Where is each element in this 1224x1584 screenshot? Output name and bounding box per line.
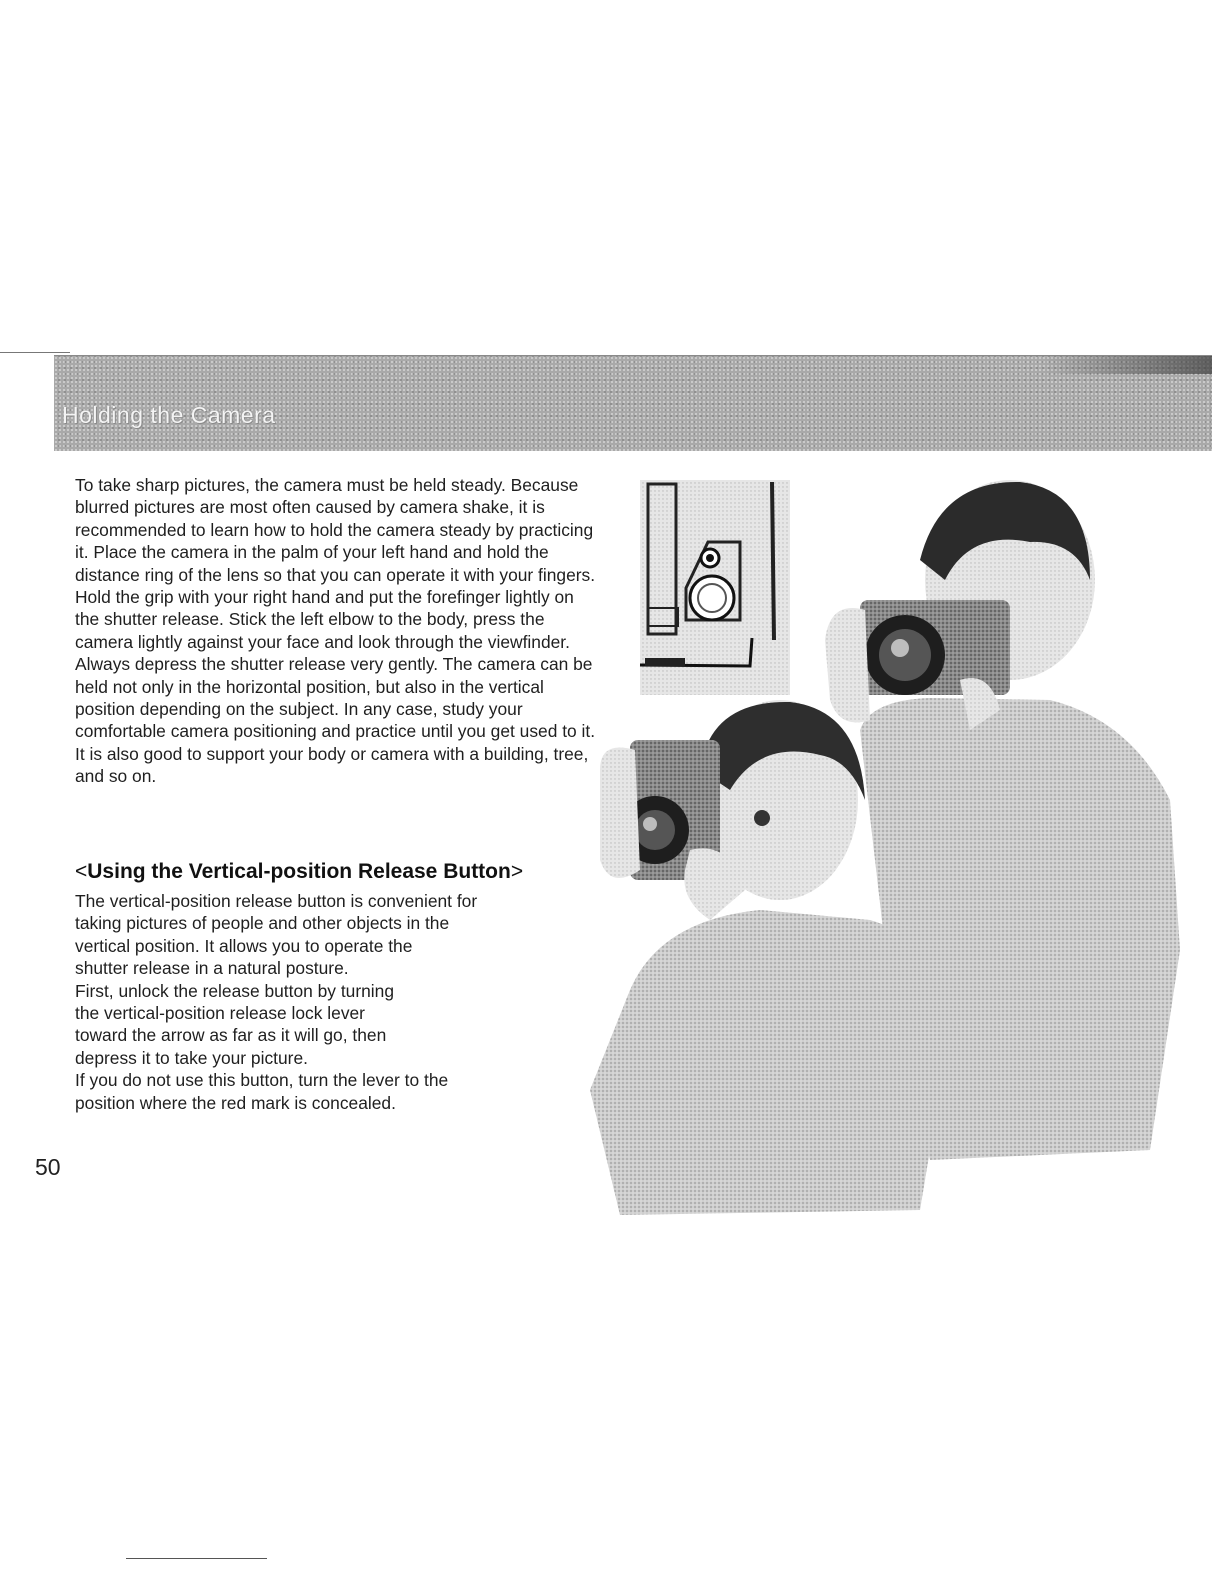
heading-text: Using the Vertical-position Release Button bbox=[87, 860, 511, 883]
paragraph-line: taking pictures of people and other objects in the bbox=[75, 913, 450, 934]
paragraph-line: If you do not use this button, turn the lever to the bbox=[75, 1070, 449, 1091]
vertical-release-paragraph bbox=[75, 890, 545, 1114]
paragraph-line: First, unlock the release button by turning bbox=[75, 980, 395, 1001]
paragraph-line: position where the red mark is concealed. bbox=[75, 1092, 396, 1113]
release-lever-detail-inset bbox=[640, 480, 790, 695]
intro-paragraph: To take sharp pictures, the camera must be held steady. Because blurred pictures are most often caused by camera shake, it is recommended to learn how to hold the camera steady by practicing it. Place the camera in the palm of your left hand and hold the distance ring of the lens so that you can operate it with your fingers. Hold the grip with your right hand and put the forefinger lightly on the shutter release. Stick the left elbow to the body, press the camera lightly against your face and look through the viewfinder. Always depress the shutter release very gently. The camera can be held not only in the horizontal position, but also in the vertical position depending on the subject. In any case, study your comfortable camera positioning and practice until you get used to it. It is also good to support your body or camera with a building, tree, and so on. bbox=[75, 475, 596, 787]
paragraph-line: vertical position. It allows you to operate the bbox=[75, 935, 413, 956]
page-number: 50 bbox=[35, 1154, 61, 1180]
camera-holding-photo bbox=[490, 470, 1190, 1230]
footer-rule bbox=[126, 1558, 267, 1559]
header-band-shade bbox=[1042, 356, 1212, 374]
vertical-release-heading bbox=[75, 860, 523, 884]
paragraph-line: shutter release in a natural posture. bbox=[75, 958, 349, 979]
section-title: Holding the Camera bbox=[62, 402, 276, 428]
heading-open-bracket: < bbox=[75, 860, 88, 883]
paragraph-line: toward the arrow as far as it will go, then bbox=[75, 1025, 387, 1046]
paragraph-line: The vertical-position release button is convenient for bbox=[75, 891, 478, 911]
heading-close-bracket: > bbox=[510, 860, 524, 883]
header-rule bbox=[0, 352, 70, 353]
paragraph-line: depress it to take your picture. bbox=[75, 1047, 308, 1068]
paragraph-line: the vertical-position release lock lever bbox=[75, 1003, 365, 1024]
